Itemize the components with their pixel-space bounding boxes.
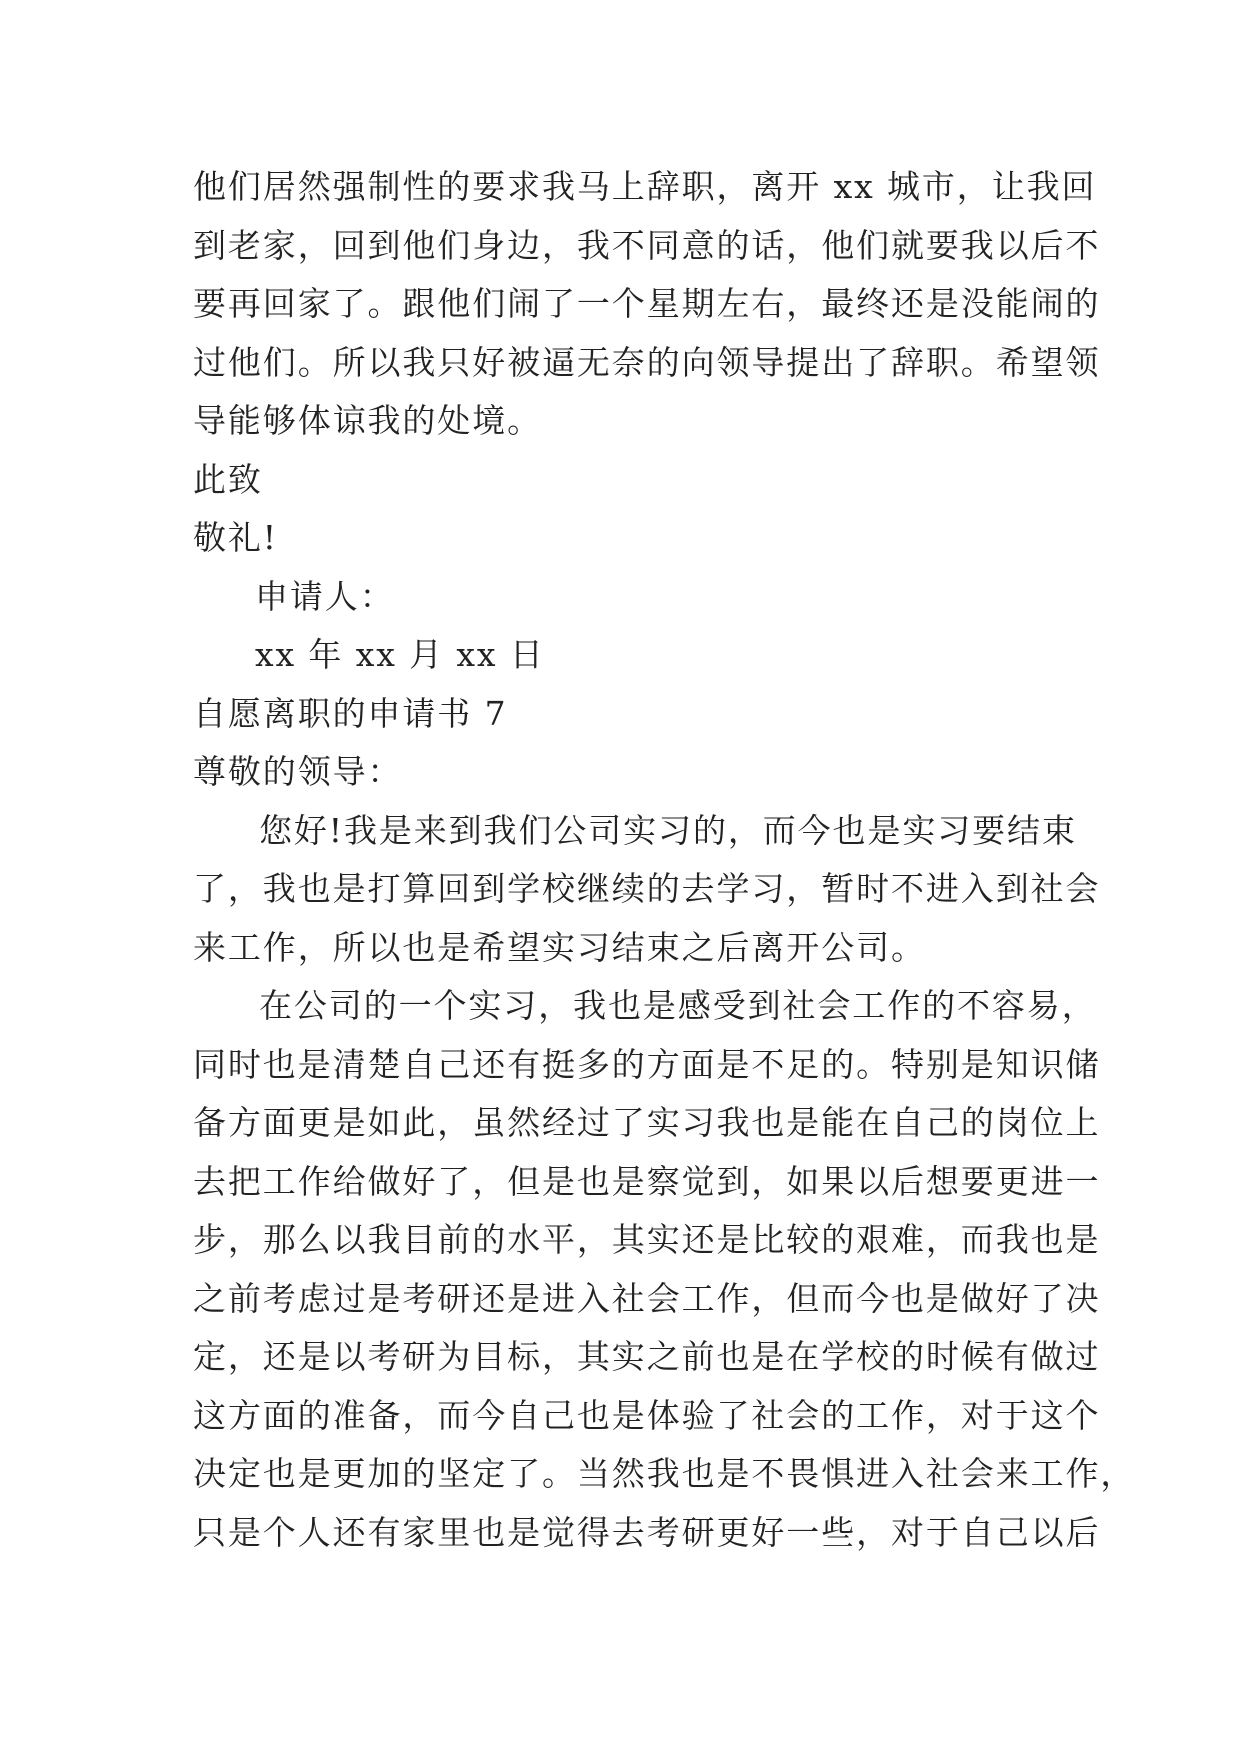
paragraph-line: 来工作，所以也是希望实习结束之后离开公司。 — [193, 927, 926, 967]
paragraph-line: 去把工作给做好了，但是也是察觉到，如果以后想要更进一 — [193, 1161, 1101, 1201]
letter-body — [193, 158, 1136, 1562]
greeting: 尊敬的领导： — [193, 752, 403, 791]
paragraph-line: 同时也是清楚自己还有挺多的方面是不足的。特别是知识储 — [193, 1044, 1101, 1084]
paragraph-line: 决定也是更加的坚定了。当然我也是不畏惧进入社会来工作， — [193, 1454, 1136, 1493]
paragraph-line: 导能够体谅我的处境。 — [193, 401, 542, 440]
section-title: 自愿离职的申请书 7 — [193, 693, 508, 733]
paragraph-line: 定，还是以考研为目标，其实之前也是在学校的时候有做过 — [193, 1337, 1101, 1376]
paragraph-line: 到老家，回到他们身边，我不同意的话，他们就要我以后不 — [193, 225, 1101, 265]
paragraph-line: 您好!我是来到我们公司实习的，而今也是实习要结束 — [259, 810, 1077, 850]
paragraph-line: 这方面的准备，而今自己也是体验了社会的工作，对于这个 — [193, 1395, 1101, 1435]
paragraph-line: 备方面更是如此，虽然经过了实习我也是能在自己的岗位上 — [193, 1103, 1101, 1142]
paragraph-line: 步，那么以我目前的水平，其实还是比较的艰难，而我也是 — [193, 1220, 1101, 1259]
applicant-label: 申请人： — [255, 576, 395, 616]
paragraph-line: 过他们。所以我只好被逼无奈的向领导提出了辞职。希望领 — [193, 342, 1101, 382]
paragraph-line: 了，我也是打算回到学校继续的去学习，暂时不进入到社会 — [193, 869, 1101, 908]
closing-salutation: 此致 — [193, 459, 263, 499]
paragraph-line: 要再回家了。跟他们闹了一个星期左右，最终还是没能闹的 — [193, 284, 1101, 323]
closing-regards: 敬礼! — [193, 518, 278, 557]
date-line: xx 年 xx 月 xx 日 — [255, 635, 545, 674]
paragraph-line: 之前考虑过是考研还是进入社会工作，但而今也是做好了决 — [193, 1278, 1101, 1318]
paragraph-line: 只是个人还有家里也是觉得去考研更好一些，对于自己以后 — [193, 1512, 1101, 1552]
paragraph-line: 他们居然强制性的要求我马上辞职，离开 xx 城市，让我回 — [193, 167, 1097, 206]
paragraph-line: 在公司的一个实习，我也是感受到社会工作的不容易， — [259, 986, 1097, 1025]
